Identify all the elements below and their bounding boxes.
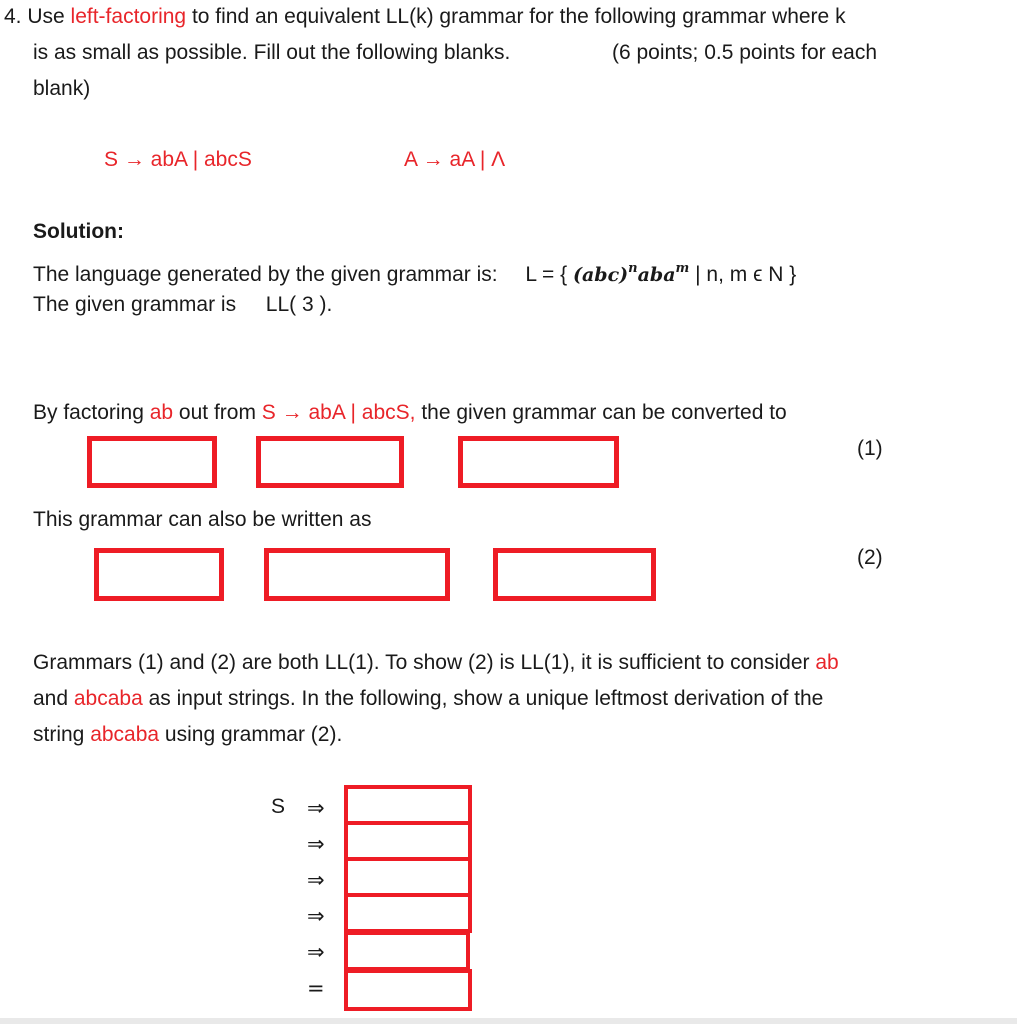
- also-written-line: This grammar can also be written as: [33, 508, 372, 531]
- left-factoring-term: left-factoring: [70, 5, 187, 28]
- blank-grammar2-a[interactable]: [94, 548, 224, 601]
- language-close: | n, m ϵ N }: [689, 263, 797, 286]
- derivation-start-symbol: S: [271, 795, 286, 818]
- derive-arrow-1: ⇒: [307, 796, 325, 820]
- blank-derivation-2[interactable]: [344, 821, 472, 861]
- language-math-aba: aba: [637, 264, 676, 286]
- blank-grammar1-b[interactable]: [256, 436, 404, 488]
- derive-equals: =: [307, 976, 325, 1000]
- blank-derivation-3[interactable]: [344, 857, 472, 897]
- grammar-rule-s: S → abA | abcS: [104, 148, 252, 171]
- derive-arrow-5: ⇒: [307, 940, 325, 964]
- factoring-rule: S → abA | abcS,: [261, 401, 416, 424]
- question-line-1: [4, 4, 846, 30]
- derivation-intro-1-text: Grammars (1) and (2) are both LL(1). To show (2) is LL(1), it is sufficient to consider: [33, 651, 816, 674]
- ll-value: LL( 3 ).: [265, 293, 333, 316]
- derivation-intro-3: [33, 722, 342, 748]
- language-exp-m: m: [675, 261, 690, 276]
- derivation-intro-1-term: ab: [815, 651, 839, 674]
- factoring-line: [33, 400, 787, 426]
- grammar-label-2: (2): [857, 546, 883, 569]
- question-text-pre: Use: [27, 5, 71, 28]
- blank-grammar1-a[interactable]: [87, 436, 217, 488]
- question-text-post: to find an equivalent LL(k) grammar for the following grammar where k: [186, 5, 846, 28]
- grammar-rule-a: A → aA | Λ: [404, 148, 506, 171]
- language-math-abc: (abc): [573, 264, 629, 286]
- language-line: [33, 256, 796, 288]
- blank-derivation-4[interactable]: [344, 893, 472, 933]
- derivation-intro-2: [33, 686, 823, 712]
- blank-derivation-6[interactable]: [344, 969, 472, 1011]
- question-line-2: is as small as possible. Fill out the following blanks.: [33, 41, 511, 64]
- solution-heading: Solution:: [33, 220, 124, 243]
- blank-derivation-5[interactable]: [344, 931, 470, 971]
- language-open: L = {: [525, 263, 573, 286]
- derivation-intro-2-post: as input strings. In the following, show a unique leftmost derivation of the: [142, 687, 824, 710]
- blank-grammar1-c[interactable]: [458, 436, 619, 488]
- blank-derivation-1[interactable]: [344, 785, 472, 825]
- factoring-term: ab: [149, 401, 174, 424]
- page-bottom-edge: [0, 1018, 1017, 1024]
- derive-arrow-3: ⇒: [307, 868, 325, 892]
- derivation-intro-2-term: abcaba: [73, 687, 143, 710]
- factoring-mid: out from: [173, 401, 262, 424]
- derivation-intro-3-pre: string: [33, 723, 91, 746]
- derivation-intro-3-post: using grammar (2).: [159, 723, 343, 746]
- grammar-label-1: (1): [857, 437, 883, 460]
- blank-grammar2-b[interactable]: [264, 548, 450, 601]
- ll-line: [33, 292, 332, 318]
- language-prefix: The language generated by the given grammar is:: [33, 263, 498, 286]
- derivation-intro-3-term: abcaba: [90, 723, 160, 746]
- derivation-intro-1: [33, 650, 839, 676]
- points-label: (6 points; 0.5 points for each: [612, 41, 877, 64]
- factoring-post: the given grammar can be converted to: [415, 401, 787, 424]
- derivation-intro-2-pre: and: [33, 687, 74, 710]
- derive-arrow-4: ⇒: [307, 904, 325, 928]
- derive-arrow-2: ⇒: [307, 832, 325, 856]
- factoring-pre: By factoring: [33, 401, 150, 424]
- question-number: 4.: [4, 5, 22, 28]
- blank-grammar2-c[interactable]: [493, 548, 656, 601]
- language-exp-n: n: [628, 261, 638, 276]
- ll-prefix: The given grammar is: [33, 293, 237, 316]
- question-line-3: blank): [33, 77, 91, 100]
